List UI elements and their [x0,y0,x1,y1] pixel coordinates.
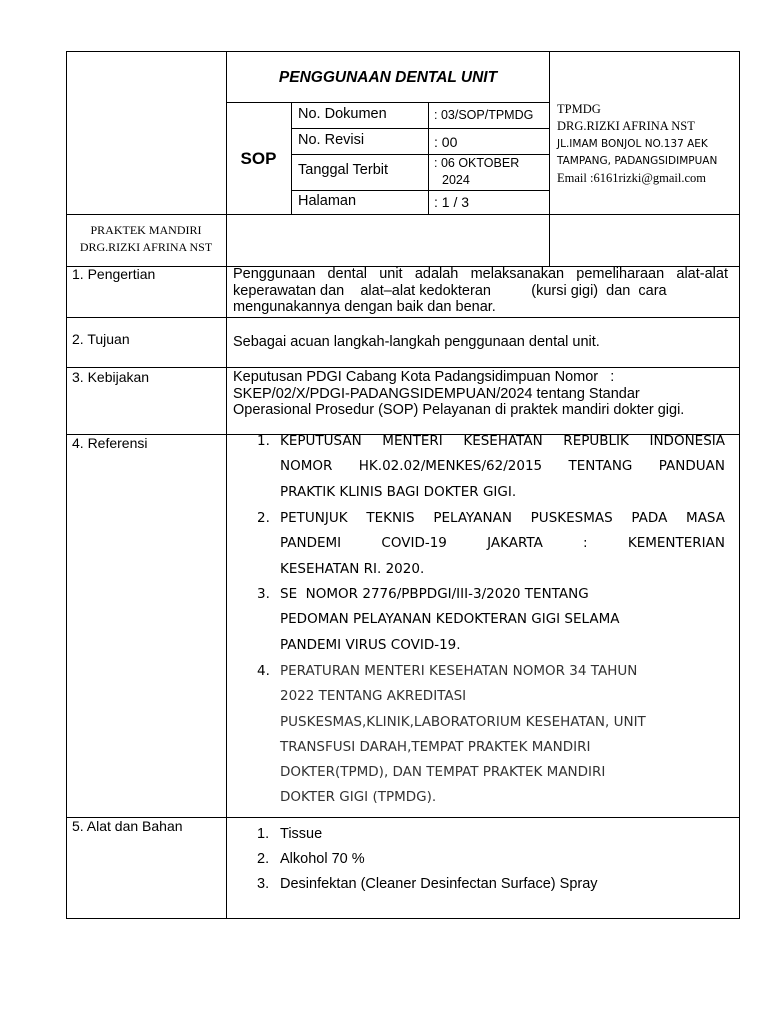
reference-number: 3. [257,586,270,602]
list-number: 3. [257,876,270,892]
section-text-tujuan: Sebagai acuan langkah-langkah penggunaan dental unit. [233,334,600,350]
list-text: Desinfektan (Cleaner Desinfectan Surface) Spray [280,876,598,892]
pengertian-line3: mengunakannya dengan baik dan benar. [233,299,496,315]
reference-line: KEPUTUSAN MENTERI KESEHATAN REPUBLIK INDONESIA [280,433,725,449]
institution-name: TPMDG [557,102,601,116]
table-border-left [66,51,67,919]
table-border-bottom [66,918,740,919]
list-text: Alkohol 70 % [280,851,365,867]
reference-number: 2. [257,510,270,526]
list-text: Tissue [280,826,323,842]
kebijakan-line2: SKEP/02/X/PDGI-PADANGSIDEMPUAN/2024 tentang Standar [233,385,640,402]
reference-line: PRAKTIK KLINIS BAGI DOKTER GIGI. [280,483,517,500]
practice-line2: DRG.RIZKI AFRINA NST [79,240,213,254]
meta-value-divider [428,102,429,215]
list-item [257,872,727,897]
list-item [257,822,727,847]
section-text-kebijakan [233,369,733,419]
table-border-top [66,51,740,52]
reference-item [257,582,727,658]
reference-line: PETUNJUK TEKNIS PELAYANAN PUSKESMAS PADA MASA [280,510,725,526]
institution-info [557,101,739,187]
meta-row-divider [291,128,550,129]
meta-label-issue-date: Tanggal Terbit [298,162,389,178]
meta-value-document-number: : 03/SOP/TPMDG [434,108,534,122]
list-item [257,847,727,872]
institution-owner: DRG.RIZKI AFRINA NST [557,119,695,134]
reference-line: SE NOMOR 2776/PBPDGI/III-3/2020 TENTANG [280,586,589,602]
reference-line: TRANSFUSI DARAH,TEMPAT PRAKTEK MANDIRI [280,738,591,755]
meta-label-document-number: No. Dokumen [298,106,387,122]
reference-line: DOKTER GIGI (TPMDG). [280,789,437,806]
meta-row-divider [291,154,550,155]
sop-label: SOP [240,149,277,168]
meta-value-revision: : 00 [434,134,458,150]
reference-line: PANDEMI COVID-19 JAKARTA : KEMENTERIAN [280,535,725,552]
reference-line: NOMOR HK.02.02/MENKES/62/2015 TENTANG PANDUAN [280,458,725,475]
meta-value-page: : 1 / 3 [434,194,470,210]
reference-item [257,659,727,811]
meta-label-revision: No. Revisi [298,132,365,148]
reference-line: PANDEMI VIRUS COVID-19. [280,636,461,653]
institution-address: JL.IMAM BONJOL NO.137 AEK [557,137,708,150]
reference-line: PUSKESMAS,KLINIK,LABORATORIUM KESEHATAN, UNIT [280,713,646,730]
reference-item [257,429,727,505]
kebijakan-line1: Keputusan PDGI Cabang Kota Padangsidimpuan Nomor : [233,369,615,385]
sop-column-divider [291,102,292,215]
kebijakan-line3: Operasional Prosedur (SOP) Pelayanan di praktek mandiri dokter gigi. [233,402,685,418]
reference-number: 1. [257,433,270,449]
section-label-kebijakan: 3. Kebijakan [72,369,150,385]
practice-line1: PRAKTEK MANDIRI [90,223,202,237]
meta-value-issue-year: 2024 [442,173,470,187]
title-divider [226,102,550,103]
equipment-list [257,822,727,897]
section-text-pengertian [233,266,728,316]
section-label-alat-bahan: 5. Alat dan Bahan [72,818,183,834]
reference-line: PERATURAN MENTERI KESEHATAN NOMOR 34 TAHUN [280,663,638,679]
section-label-referensi: 4. Referensi [72,435,148,451]
row-divider [66,317,740,318]
institution-city: TAMPANG, PADANGSIDIMPUAN [557,154,718,167]
row-divider [66,367,740,368]
reference-item [257,506,727,582]
reference-line: 2022 TENTANG AKREDITASI [280,688,467,705]
reference-line: DOKTER(TPMD), DAN TEMPAT PRAKTEK MANDIRI [280,764,606,781]
reference-line: KESEHATAN RI. 2020. [280,560,425,577]
meta-label-page: Halaman [298,193,357,209]
reference-number: 4. [257,663,270,679]
practice-name [66,222,226,256]
list-number: 1. [257,826,270,842]
list-number: 2. [257,851,270,867]
header-divider [66,214,740,215]
table-border-right [739,51,740,919]
section-label-pengertian: 1. Pengertian [72,266,156,282]
meta-value-issue-date: : 06 OKTOBER [434,156,520,170]
reference-line: PEDOMAN PELAYANAN KEDOKTERAN GIGI SELAMA [280,611,620,628]
meta-row-divider [291,190,550,191]
pengertian-line1: Penggunaan dental unit adalah melaksanakan pemeliharaan alat-alat [233,266,728,282]
pengertian-line2: keperawatan dan alat–alat kedokteran (kursi gigi) dan cara [233,282,667,299]
section-label-tujuan: 2. Tujuan [72,331,130,347]
document-title: PENGGUNAAN DENTAL UNIT [278,69,498,86]
institution-email: Email :6161rizki@gmail.com [557,171,706,186]
label-column-divider [226,51,227,919]
